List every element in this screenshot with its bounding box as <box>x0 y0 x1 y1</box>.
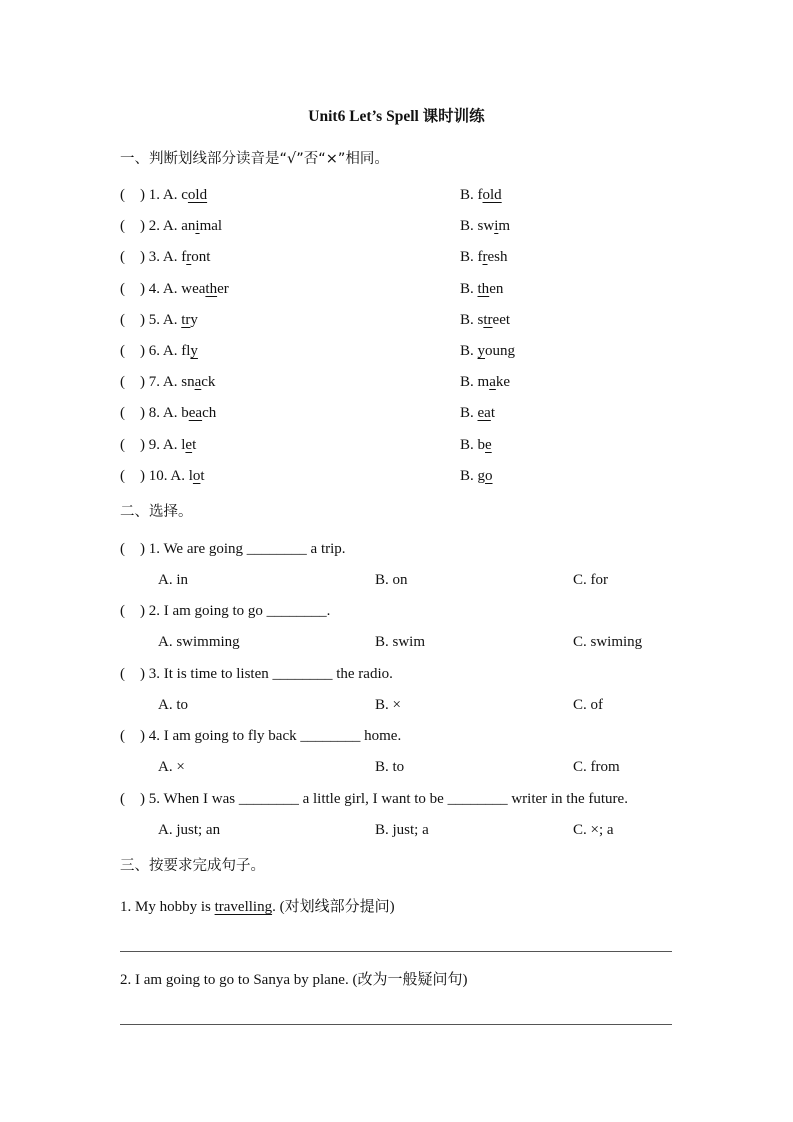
item-number: ( ) 8. A. <box>120 405 182 422</box>
choice-question: ( ) 4. I am going to fly back ________ home. <box>120 728 402 745</box>
word-part: ck <box>201 374 216 391</box>
item-number: ( ) 10. A. <box>120 467 189 484</box>
word-part: ont <box>191 249 211 266</box>
word-part: mal <box>199 218 223 235</box>
underlined-part: e <box>485 436 492 453</box>
option-b: B. to <box>375 759 405 776</box>
option-a: A. to <box>158 696 188 713</box>
underlined-part: old <box>187 187 208 203</box>
underlined-part: th <box>477 280 490 297</box>
pronunciation-item-a <box>120 186 207 204</box>
word-part: f <box>181 249 187 266</box>
word-part: f <box>477 249 483 266</box>
option-label: B. <box>460 280 478 297</box>
underlined-part: tr <box>483 311 493 328</box>
choice-question: ( ) 2. I am going to go ________. <box>120 603 331 620</box>
word-part: esh <box>487 249 508 266</box>
option-label: B. <box>460 249 478 266</box>
word-part: g <box>477 467 486 484</box>
underlined-part: th <box>205 280 218 297</box>
pronunciation-item-a <box>120 404 216 422</box>
item-number: ( ) 4. A. <box>120 280 182 297</box>
underlined-part: r <box>186 249 192 266</box>
word-part: eet <box>492 311 511 328</box>
page-title: Unit6 Let’s Spell 课时训练 <box>308 108 485 125</box>
option-label: B. <box>460 405 478 422</box>
pronunciation-item-b <box>460 311 510 329</box>
option-c: C. ×; a <box>573 821 614 838</box>
option-c: C. from <box>573 759 620 776</box>
item-number: ( ) 6. A. <box>120 343 182 359</box>
option-b: B. just; a <box>375 821 429 838</box>
word-part: y <box>190 311 198 328</box>
word-part: t <box>192 436 197 453</box>
word-part: wea <box>181 280 206 297</box>
item-number: ( ) 2. A. <box>120 218 182 235</box>
option-a: A. swimming <box>158 634 240 651</box>
word-part: l <box>188 467 193 484</box>
pronunciation-item-b <box>460 467 493 485</box>
option-a: A. in <box>158 572 188 588</box>
option-c: C. for <box>573 572 608 588</box>
underlined-part: ea <box>188 405 203 422</box>
section3-question-2: 2. I am going to go to Sanya by plane. (改为一般疑问句) <box>120 972 468 988</box>
word-part: an <box>181 218 196 235</box>
underlined-part: a <box>194 374 202 391</box>
word-part: en <box>489 280 504 297</box>
option-label: B. <box>460 218 478 235</box>
pronunciation-item-b <box>460 186 502 204</box>
word-part: l <box>181 436 186 453</box>
word-part: sn <box>181 374 195 391</box>
pronunciation-item-b <box>460 373 510 391</box>
item-number: ( ) 3. A. <box>120 249 182 266</box>
word-part: oung <box>485 343 516 359</box>
pronunciation-item-a <box>120 373 215 391</box>
underlined-part: tr <box>181 311 191 328</box>
pronunciation-item-b <box>460 280 503 298</box>
underlined-part: y <box>477 343 486 359</box>
word-part: fl <box>181 343 191 359</box>
q1-instruction: . (对划线部分提问) <box>272 899 395 915</box>
item-number: ( ) 7. A. <box>120 374 182 391</box>
pronunciation-item-b <box>460 248 508 266</box>
item-number: ( ) 9. A. <box>120 436 182 453</box>
item-number: ( ) 1. A. <box>120 187 182 203</box>
pronunciation-item-b <box>460 404 495 422</box>
pronunciation-item-b <box>460 436 492 454</box>
q1-text: 1. My hobby is <box>120 899 215 915</box>
underlined-part: o <box>192 467 201 484</box>
word-part: t <box>200 467 205 484</box>
word-part: b <box>181 405 189 422</box>
option-label: B. <box>460 436 478 453</box>
pronunciation-item-a <box>120 436 196 454</box>
option-a: A. × <box>158 759 185 776</box>
option-b: B. on <box>375 572 408 588</box>
option-c: C. of <box>573 696 603 713</box>
option-label: B. <box>460 343 478 359</box>
underlined-part: old <box>482 187 502 203</box>
section3-heading: 三、按要求完成句子。 <box>120 858 265 874</box>
underlined-part: r <box>482 249 488 266</box>
underlined-part: i <box>195 218 200 235</box>
choice-question: ( ) 1. We are going ________ a trip. <box>120 541 346 557</box>
word-part: t <box>490 405 496 422</box>
q1-underlined: travelling <box>214 899 273 915</box>
option-label: B. <box>460 187 478 203</box>
section1-heading: 一、判断划线部分读音是“√”否“×”相同。 <box>120 151 389 167</box>
section2-heading: 二、选择。 <box>120 504 193 520</box>
underlined-part: o <box>485 467 493 484</box>
underlined-part: e <box>185 436 193 453</box>
answer-line-1[interactable] <box>120 951 672 952</box>
answer-line-2[interactable] <box>120 1024 672 1025</box>
option-label: B. <box>460 467 478 484</box>
underlined-part: i <box>494 218 499 235</box>
pronunciation-item-a <box>120 342 198 360</box>
item-number: ( ) 5. A. <box>120 311 182 328</box>
pronunciation-item-a <box>120 217 222 235</box>
pronunciation-item-a <box>120 280 229 298</box>
word-part: b <box>477 436 486 453</box>
word-part: sw <box>477 218 495 235</box>
word-part: m <box>477 374 490 391</box>
pronunciation-item-b <box>460 342 515 360</box>
word-part: ke <box>495 374 511 391</box>
pronunciation-item-b <box>460 217 510 235</box>
section3-question-1 <box>120 898 395 916</box>
word-part: er <box>217 280 229 297</box>
choice-question: ( ) 5. When I was ________ a little girl, I want to be ________ writer in the future. <box>120 790 628 807</box>
word-part: s <box>477 311 484 328</box>
word-part: f <box>477 187 483 203</box>
option-label: B. <box>460 311 478 328</box>
option-b: B. × <box>375 696 401 713</box>
pronunciation-item-a <box>120 311 198 329</box>
choice-question: ( ) 3. It is time to listen ________ the radio. <box>120 665 393 682</box>
option-c: C. swiming <box>573 634 643 651</box>
word-part: ch <box>202 405 217 422</box>
underlined-part: ea <box>477 405 491 422</box>
pronunciation-item-a <box>120 467 205 485</box>
pronunciation-item-a <box>120 248 210 266</box>
word-part: m <box>498 218 511 235</box>
underlined-part: a <box>489 374 496 391</box>
option-label: B. <box>460 374 478 391</box>
underlined-part: y <box>190 343 198 359</box>
option-b: B. swim <box>375 634 426 651</box>
option-a: A. just; an <box>158 821 221 838</box>
word-part: c <box>181 187 188 203</box>
